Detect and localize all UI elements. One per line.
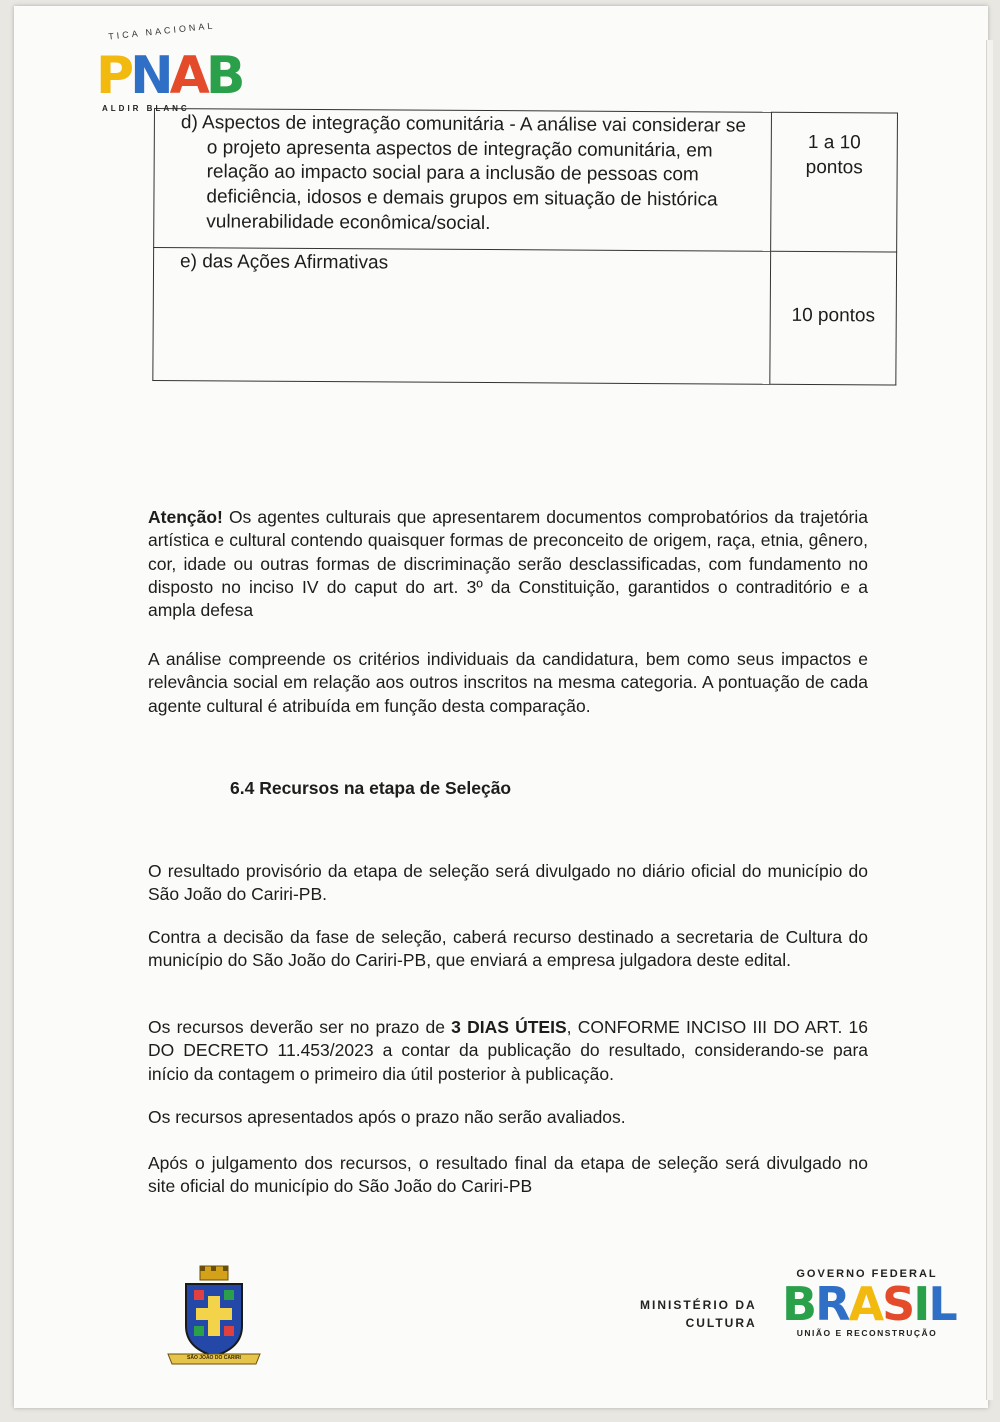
- municipal-crest-icon: [164, 1262, 264, 1372]
- crest-ribbon-text: SÃO JOÃO DO CARIRI: [187, 1355, 241, 1361]
- criteria-table: [152, 108, 898, 386]
- paragraph-late-appeals: [148, 1106, 868, 1129]
- attention-paragraph: [148, 506, 868, 622]
- gov-letter: S: [882, 1277, 914, 1331]
- paragraph-appeal-decision: [148, 926, 868, 973]
- paragraph-text: Contra a decisão da fase de seleção, caberá recurso destinado a secretaria de Cultura do município do São João do Cariri-PB, que enviará a empresa julgadora deste edital.: [148, 927, 868, 971]
- logo-letter: A: [169, 46, 206, 106]
- gov-top-text: GOVERNO FEDERAL: [796, 1268, 938, 1280]
- logo-subtitle: ALDIR BLANC: [102, 104, 190, 113]
- criteria-letter: d): [180, 112, 198, 134]
- paragraph-appeal-deadline: [148, 1016, 868, 1086]
- logo-letter: P: [96, 46, 131, 106]
- ministerio-cultura-label: [640, 1296, 757, 1332]
- logo-wordmark: [96, 46, 242, 106]
- section-heading: [230, 778, 511, 799]
- analysis-text: A análise compreende os critérios individuais da candidatura, bem como seus impactos e relevância social em relação aos outros inscritos na mesma categoria. A pontuação de cada agente cultural é atribuída em função desta comparação.: [148, 649, 868, 716]
- gov-letter: R: [815, 1277, 849, 1331]
- table-row: [154, 109, 898, 253]
- deadline-emphasis: 3 DIAS ÚTEIS: [451, 1017, 567, 1037]
- gov-letter: A: [848, 1277, 883, 1331]
- gov-letter: B: [782, 1277, 816, 1331]
- criteria-text: das Ações Afirmativas: [202, 251, 389, 274]
- paragraph-final-result: [148, 1152, 868, 1199]
- paragraph-text: Os recursos deverão ser no prazo de: [148, 1017, 452, 1037]
- criteria-description-cell: [154, 109, 772, 252]
- ministerio-line: CULTURA: [685, 1316, 757, 1330]
- analysis-paragraph: [148, 648, 868, 718]
- criteria-text: Aspectos de integração comunitária - A análise vai considerar se o projeto apresenta aspectos de integração comunitária, em relação ao impacto social para a inclusão de pessoas com deficiência, idosos e demais grupos em situação de histórica vulnerabilidade econômica/social.: [201, 112, 747, 234]
- criteria-points-cell: [771, 112, 898, 252]
- gov-letter: I: [913, 1277, 929, 1331]
- gov-letter: L: [928, 1277, 956, 1331]
- page-edge: [986, 40, 993, 1400]
- criteria-letter: e): [179, 251, 198, 273]
- logo-letter: N: [130, 46, 170, 106]
- paragraph-text: Após o julgamento dos recursos, o resultado final da etapa de seleção será divulgado no site oficial do município do São João do Cariri-PB: [148, 1153, 868, 1197]
- attention-label: Atenção!: [148, 507, 223, 527]
- paragraph-text: , CONFORME INCISO III DO ART. 16 DO DECRETO 11.453/2023 a contar da publicação do resultado, considerando-se para início da contagem o primeiro dia útil posterior à publicação.: [148, 1017, 868, 1084]
- criteria-points: 1 a 10: [807, 131, 861, 154]
- paragraph-text: Os recursos apresentados após o prazo não serão avaliados.: [148, 1107, 626, 1127]
- section-title: Recursos na etapa de Seleção: [259, 778, 512, 798]
- attention-text: Os agentes culturais que apresentarem documentos comprobatórios da trajetória artística e cultural contendo quaisquer formas de preconceito de origem, raça, etnia, gênero, cor, idade ou outras formas de discriminação serão desclassificadas, com fundamento no disposto no inciso IV do caput do art. 3º da Constituição, garantidos o contraditório e a ampla defesa: [148, 507, 868, 621]
- criteria-points-unit: pontos: [805, 156, 863, 179]
- logo-arc-text: TICA NACIONAL: [107, 20, 216, 42]
- ministerio-line: MINISTÉRIO DA: [640, 1298, 757, 1312]
- criteria-points: 10 pontos: [791, 304, 876, 327]
- gov-bottom-text: UNIÃO E RECONSTRUÇÃO: [796, 1328, 938, 1339]
- criteria-points-cell: [770, 251, 897, 385]
- section-number: 6.4: [230, 778, 255, 798]
- gov-wordmark: [782, 1277, 956, 1331]
- governo-federal-logo: [782, 1268, 956, 1339]
- criteria-description-cell: [153, 248, 771, 385]
- table-row: [153, 248, 897, 386]
- paragraph-provisional-result: [148, 860, 868, 907]
- paragraph-text: O resultado provisório da etapa de seleção será divulgado no diário oficial do município do São João do Cariri-PB.: [148, 861, 868, 905]
- pnab-logo: [78, 20, 242, 122]
- logo-letter: B: [205, 46, 242, 106]
